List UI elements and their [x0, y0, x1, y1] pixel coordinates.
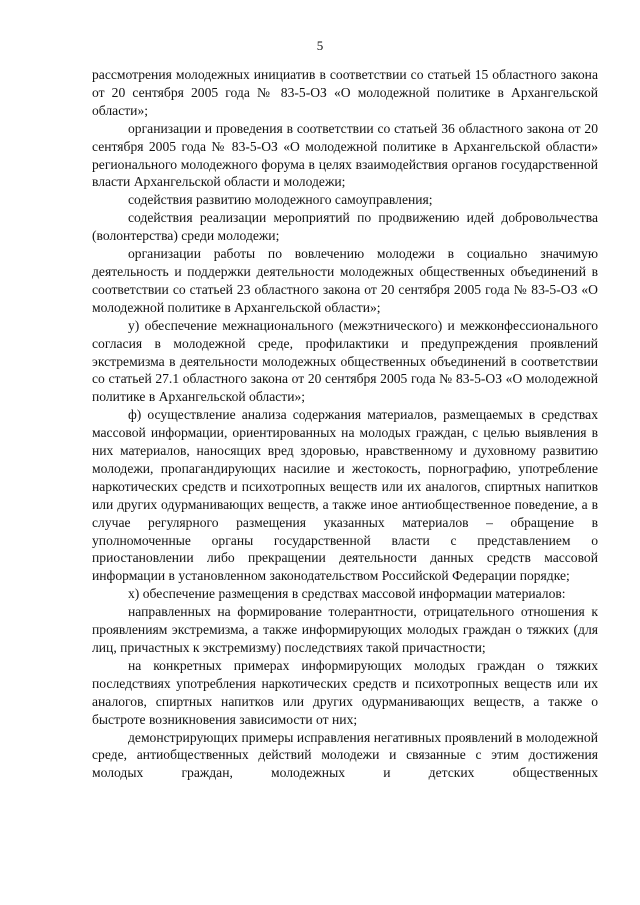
paragraph-youth-initiatives: рассмотрения молодежных инициатив в соответствии со статьей 15 областного закона от 20 сентября 2005 года № 83-5-ОЗ «О молодежной политике в Архангельской области»;: [92, 67, 598, 118]
paragraph-volunteering: содействия реализации мероприятий по продвижению идей добровольчества (волонтерства) среди молодежи;: [92, 210, 598, 244]
paragraph-self-government: содействия развитию молодежного самоуправления;: [128, 192, 433, 208]
paragraph-item-f-media-analysis: ф) осуществление анализа содержания материалов, размещаемых в средствах массовой информации, ориентированных на молодых граждан, с целью выявления в них материалов, наносящих вред здоровью, нравственному и духовному развитию молодежи, пропагандирующих насилие и жестокость, порнографию, употребление наркотических средств и психотропных веществ или их аналогов, спиртных напитков или других одурманивающих веществ, а также иное антиобщественное поведение, а в случае регулярного размещения указанных материалов – обращение в уполномоченные органы государственной власти с представлением о приостановлении либо прекращении деятельности данных средств массовой информации в установленном законодательством Российской Федерации порядке;: [92, 407, 598, 584]
page-number: 5: [316, 38, 324, 53]
document-body: [92, 66, 598, 782]
paragraph-drug-consequences: на конкретных примерах информирующих молодых граждан о тяжких последствиях употребления наркотических средств и психотропных веществ или их аналогов, спиртных напитков или других одурманивающих веществ, а также о быстроте возникновения зависимости от них;: [92, 657, 598, 727]
paragraph-youth-forum: организации и проведения в соответствии со статьей 36 областного закона от 20 сентября 2005 года № 83-5-ОЗ «О молодежной политике в Архангельской области» регионального молодежного форума в целях взаимодействия органов государственной власти Архангельской области и молодежи;: [92, 120, 598, 190]
paragraph-socially-significant-activity: организации работы по вовлечению молодежи в социально значимую деятельность и поддержки деятельности молодежных общественных объединений в соответствии со статьей 23 областного закона от 20 сентября 2005 года № 83-5-ОЗ «О молодежной политике в Архангельской области»;: [92, 246, 598, 315]
paragraph-item-u-interethnic-harmony: у) обеспечение межнационального (межэтнического) и межконфессионального согласия в молодежной среде, профилактики и предупреждения проявлений экстремизма в деятельности молодежных общественных объединений в соответствии со статьей 27.1 областного закона от 20 сентября 2005 года № 83-5-ОЗ «О молодежной политике в Архангельской области»;: [92, 317, 598, 405]
paragraph-positive-examples: демонстрирующих примеры исправления негативных проявлений в молодежной среде, антиобщественных действий молодежи и связанные с этим достижения молодых граждан, молодежных и детских общественных: [92, 729, 598, 781]
paragraph-tolerance: направленных на формирование толерантности, отрицательного отношения к проявлениям экстремизма, а также информирующих молодых граждан о тяжких (для лиц, причастных к экстремизму) последствиях такой причастности;: [92, 604, 598, 655]
paragraph-item-kh-media-materials: х) обеспечение размещения в средствах массовой информации материалов:: [128, 586, 566, 602]
